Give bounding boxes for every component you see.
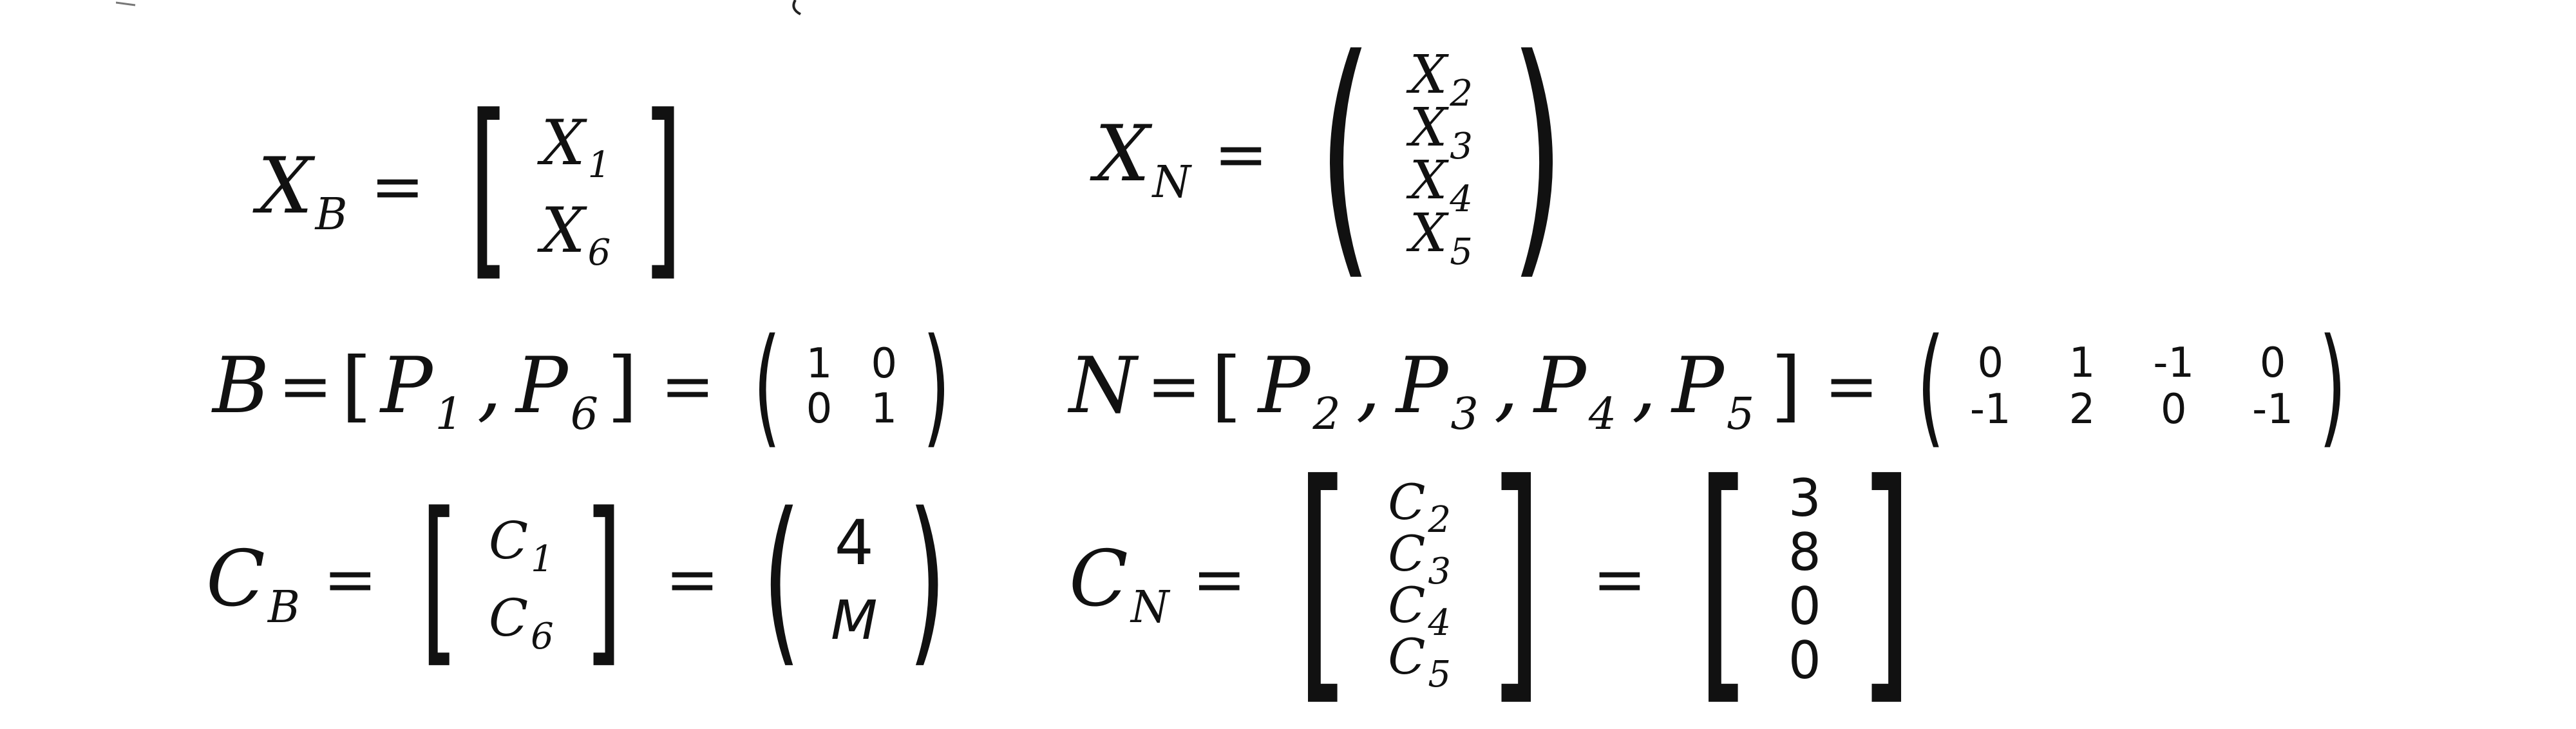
p6: P 6	[515, 341, 598, 440]
xn-vector	[1295, 5, 1587, 304]
cn-values	[1674, 430, 1936, 729]
xn-lhs: X N	[1095, 109, 1191, 208]
equals-sign: =	[1593, 542, 1647, 617]
matrix-cell: X 2	[1409, 44, 1473, 115]
left-bracket: (	[762, 475, 801, 685]
matrix-cell: 0	[2259, 339, 2286, 387]
p4: P 4	[1533, 341, 1616, 440]
equals-sign: =	[665, 542, 719, 617]
p2: P 2	[1258, 341, 1341, 440]
matrix-cell: 3	[1788, 468, 1821, 528]
eq-xb	[258, 74, 704, 299]
comma: ,	[1631, 341, 1657, 431]
matrix-cell: C 1	[488, 511, 554, 580]
matrix-cell: M	[831, 589, 878, 652]
right-bracket: )	[1509, 5, 1565, 304]
xb-lhs: X B	[258, 142, 348, 240]
matrix-cell: 0	[806, 385, 833, 433]
right-bracket: ]	[641, 74, 683, 299]
matrix-cell: C 4	[1388, 576, 1451, 644]
cb-lhs: C B	[206, 535, 300, 633]
n-lhs: N	[1069, 341, 1137, 431]
matrix-cell: 2	[2069, 386, 2096, 433]
matrix-cell: 0	[1977, 339, 2004, 387]
matrix-cell: 4	[834, 507, 874, 579]
b-lhs: B	[213, 341, 270, 431]
matrix-cell: C 2	[1388, 473, 1451, 541]
p3: P 3	[1396, 341, 1479, 440]
xb-vector	[451, 74, 700, 299]
left-bracket: [	[420, 475, 459, 685]
eq-xn	[1095, 5, 1591, 304]
equals-sign: =	[1824, 348, 1879, 424]
left-bracket: (	[1317, 5, 1373, 304]
matrix-cell: X 6	[541, 194, 611, 274]
comma: ,	[1493, 341, 1519, 431]
cn-vector	[1273, 430, 1566, 729]
left-bracket: [	[1296, 430, 1352, 729]
matrix-cell: X 3	[1409, 97, 1473, 167]
matrix-cell: 8	[1788, 522, 1821, 582]
pen-mark	[116, 0, 142, 8]
cb-vector	[404, 475, 638, 685]
equals-sign: =	[1213, 117, 1268, 192]
matrix-cell: C 3	[1388, 525, 1451, 592]
right-bracket: ]	[1488, 430, 1543, 729]
equals-sign: =	[323, 542, 377, 617]
n-matrix	[1906, 311, 2358, 461]
cn-lhs: C N	[1069, 535, 1170, 633]
matrix-cell: 1	[806, 340, 833, 388]
right-bracket: )	[2318, 311, 2347, 461]
matrix-cell: X 4	[1409, 150, 1473, 220]
p5: P 5	[1672, 341, 1755, 440]
p1: P 1	[380, 341, 463, 440]
eq-cn	[1069, 430, 1940, 729]
b-matrix	[742, 311, 962, 461]
left-bracket: [	[468, 74, 510, 299]
pen-mark	[789, 0, 828, 19]
left-bracket: (	[753, 311, 781, 461]
matrix-cell: C 5	[1388, 628, 1451, 696]
eq-cb	[206, 475, 966, 685]
matrix-cell: X 1	[541, 107, 611, 186]
equals-sign: =	[660, 348, 715, 424]
matrix-cell: X 5	[1409, 203, 1473, 273]
matrix-cell: 0	[1788, 630, 1821, 690]
equals-sign: =	[1147, 348, 1201, 424]
matrix-cell: 1	[871, 385, 898, 433]
b-open-bracket: [	[341, 341, 372, 431]
n-close-bracket: ]	[1771, 341, 1801, 431]
matrix-cell: 0	[871, 340, 898, 388]
comma: ,	[477, 341, 502, 431]
n-open-bracket: [	[1211, 341, 1242, 431]
b-close-bracket: ]	[607, 341, 638, 431]
right-bracket: )	[922, 311, 951, 461]
equals-sign: =	[370, 149, 425, 224]
matrix-cell: -1	[1969, 386, 2011, 433]
equals-sign: =	[278, 348, 332, 424]
matrix-cell: -1	[2252, 386, 2293, 433]
right-bracket: )	[907, 475, 947, 685]
left-bracket: [	[1696, 430, 1752, 729]
matrix-cell: 1	[2069, 339, 2096, 387]
right-bracket: ]	[1857, 430, 1913, 729]
right-bracket: ]	[583, 475, 623, 685]
matrix-cell: 0	[1788, 576, 1821, 636]
eq-b	[213, 311, 965, 461]
matrix-cell: 0	[2160, 386, 2187, 433]
left-bracket: (	[1917, 311, 1945, 461]
cb-values	[746, 475, 962, 685]
comma: ,	[1356, 341, 1381, 431]
equals-sign: =	[1192, 542, 1247, 617]
matrix-cell: C 6	[488, 588, 554, 658]
matrix-cell: -1	[2153, 339, 2195, 387]
